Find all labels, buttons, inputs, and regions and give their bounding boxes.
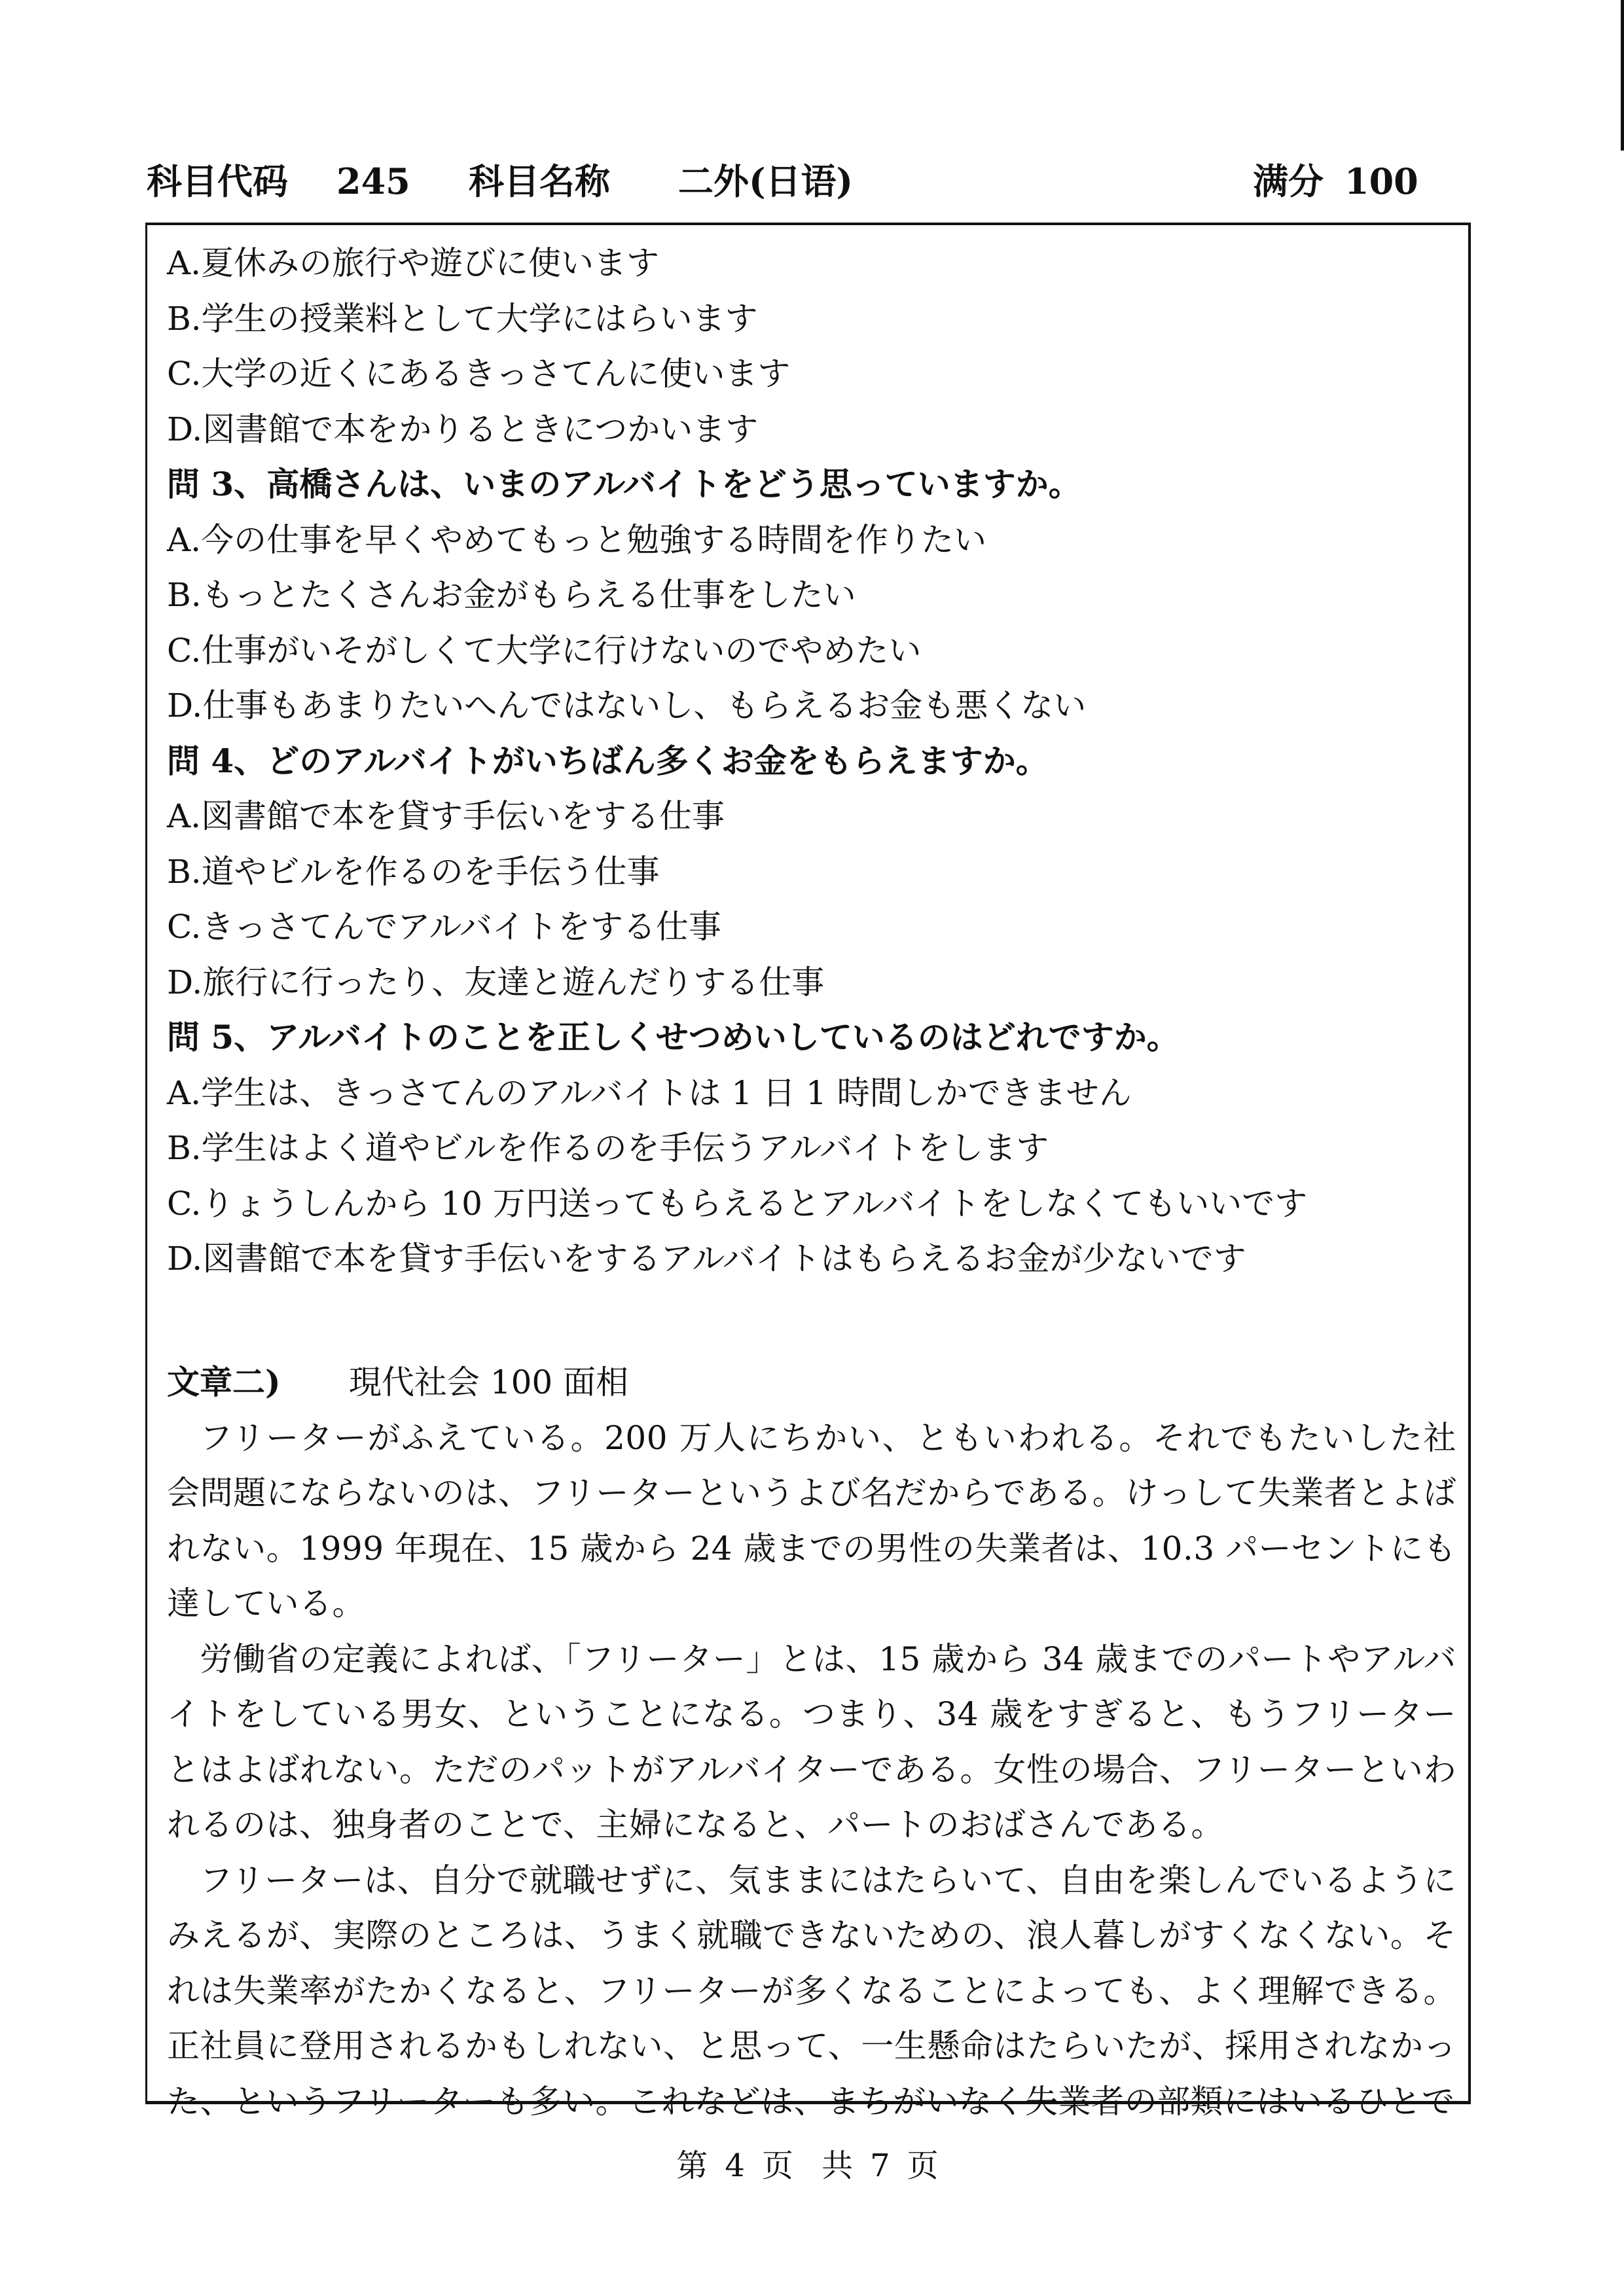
spacer xyxy=(167,1287,1456,1342)
option-b: B.道やビルを作るのを手伝う仕事 xyxy=(167,852,660,891)
passage-2-heading xyxy=(167,1355,1456,1410)
passage-title: 現代社会 100 面相 xyxy=(348,1363,629,1401)
option-a: A.夏休みの旅行や遊びに使います xyxy=(167,244,660,282)
paragraph-3: フリーターは、自分で就職せずに、気ままにはたらいて、自由を楽しんでいるようにみえるが、実際のところは、うまく就職できないための、浪人暮しがすくなくない。それは失業率がたかくなると、フリーターが多くなることによっても、よく理解できる。正社員に登用されるかもしれない、と思って、一生懸命はたらいたが、採用されなかった、というフリーターも多い。これなどは、まちがいなく失業者の部類にはいるひとで xyxy=(167,1861,1456,2121)
option-a: A.今の仕事を早くやめてもっと勉強する時間を作りたい xyxy=(167,520,987,559)
paragraph-2: 労働省の定義によれば、「フリーター」とは、15 歳から 34 歳までのパートやアルバイトをしている男女、ということになる。つまり、34 歳をすぎると、もうフリーターとはよばれない。ただのパットがアルバイターである。女性の場合、フリーターといわれるのは、独身者のことで、主婦になると、パートのおばさんである。 xyxy=(167,1640,1456,1844)
question-5 xyxy=(167,1010,1456,1287)
question-text: 問 4、どのアルバイトがいちばん多くお金をもらえますか。 xyxy=(167,741,1049,780)
question-4 xyxy=(167,734,1456,1011)
page-number: 4 xyxy=(725,2147,754,2184)
subject-name: 二外(日语) xyxy=(678,160,854,202)
option-a: A.学生は、きっさてんのアルバイトは 1 日 1 時間しかできません xyxy=(167,1073,1132,1112)
passage-label: 文章二) xyxy=(167,1363,281,1401)
option-d: D.仕事もあまりたいへんではないし、もらえるお金も悪くない xyxy=(167,687,1087,725)
option-b: B.もっとたくさんお金がもらえる仕事をしたい xyxy=(167,576,856,614)
exam-header xyxy=(147,152,1418,211)
exam-content xyxy=(167,236,1456,2129)
option-c: C.仕事がいそがしくて大学に行けないのでやめたい xyxy=(167,631,922,670)
option-b: B.学生の授業料として大学にはらいます xyxy=(167,299,758,338)
page-prefix: 第 xyxy=(676,2147,717,2184)
subject-name-label: 科目名称 xyxy=(469,160,610,202)
full-score: 100 xyxy=(1344,160,1418,202)
page-mid: 页 共 xyxy=(761,2147,863,2184)
question-text: 問 5、アルバイトのことを正しくせつめいしているのはどれですか。 xyxy=(167,1018,1180,1056)
exam-content-frame xyxy=(145,223,1471,2121)
option-d: D.図書館で本を貸す手伝いをするアルバイトはもらえるお金が少ないです xyxy=(167,1240,1246,1278)
option-d: D.旅行に行ったり、友達と遊んだりする仕事 xyxy=(167,963,825,1001)
page-footer xyxy=(0,2140,1624,2185)
scan-edge-artifact xyxy=(1621,0,1624,151)
option-c: C.きっさてんでアルバイトをする仕事 xyxy=(167,908,721,946)
page-suffix: 页 xyxy=(907,2147,948,2184)
option-c: C.大学の近くにあるきっさてんに使います xyxy=(167,355,791,393)
subject-code: 245 xyxy=(336,160,410,202)
option-b: B.学生はよく道やビルを作るのを手伝うアルバイトをします xyxy=(167,1129,1049,1167)
total-pages: 7 xyxy=(870,2147,899,2184)
question-text: 問 3、高橋さんは、いまのアルバイトをどう思っていますか。 xyxy=(167,465,1081,503)
option-c: C.りょうしんから 10 万円送ってもらえるとアルバイトをしなくてもいいです xyxy=(167,1184,1308,1223)
subject-code-label: 科目代码 xyxy=(147,160,288,202)
question-3 xyxy=(167,457,1456,734)
option-d: D.図書館で本をかりるときにつかいます xyxy=(167,410,759,448)
option-a: A.図書館で本を貸す手伝いをする仕事 xyxy=(167,797,725,835)
paragraph-1: フリーターがふえている。200 万人にちかい、ともいわれる。それでもたいした社会問題にならないのは、フリーターというよび名だからである。けっして失業者とよばれない。1999 年現在、15 歳から 24 歳までの男性の失業者は、10.3 パーセントにも達している。 xyxy=(167,1418,1456,1623)
question-2-options xyxy=(167,236,1456,457)
full-score-label: 满分 xyxy=(1253,160,1324,202)
passage-2-body xyxy=(167,1410,1456,2130)
